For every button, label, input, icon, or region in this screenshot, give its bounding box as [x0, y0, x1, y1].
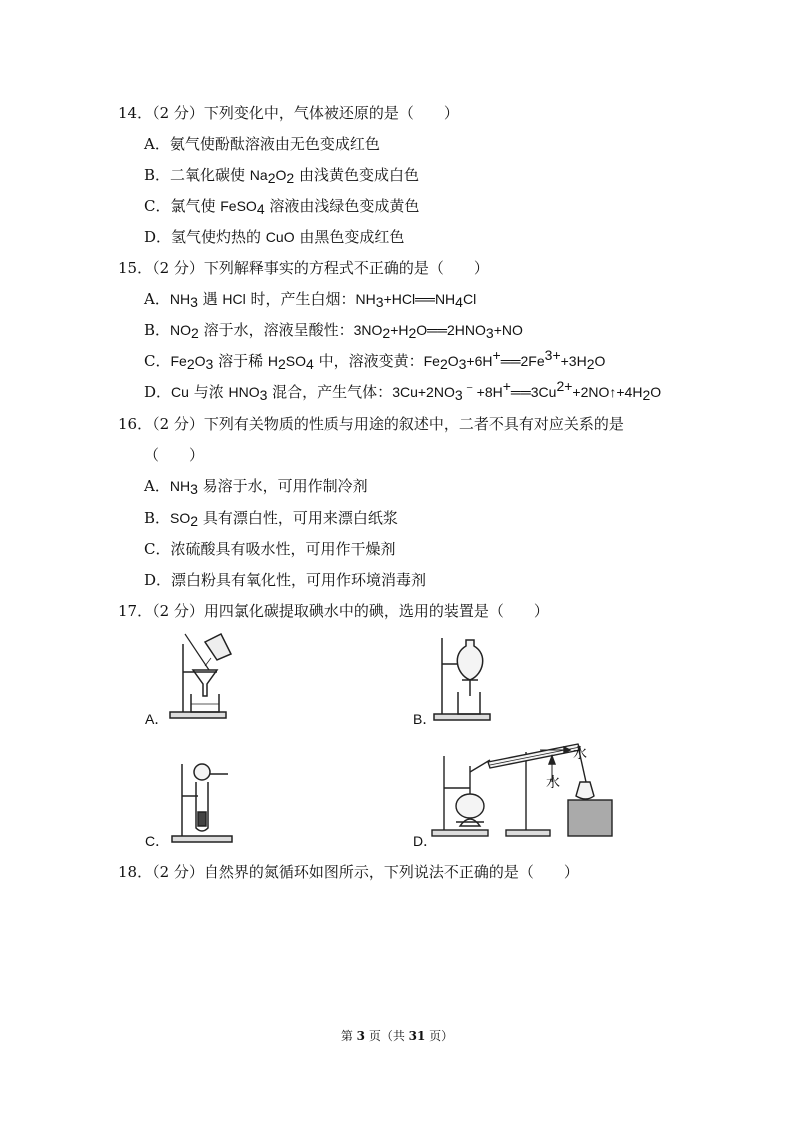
apparatus-d-label: D．	[413, 833, 438, 849]
q14-option-a: A．氨气使酚酞溶液由无色变成红色	[144, 135, 380, 153]
apparatus-a-filtration-image	[165, 632, 255, 722]
apparatus-d-distillation-image	[430, 742, 616, 838]
question-17-stem: 17．（2 分）用四氯化碳提取碘水中的碘，选用的装置是（ ）	[118, 602, 549, 620]
apparatus-b-separatory-funnel-image	[432, 634, 502, 722]
q15-option-a: A．$NH_3$ 遇 HCl 时，产生白烟：$NH_3+HCl══NH_4Cl$	[144, 290, 477, 310]
page-footer: 第 3 页（共 31 页）	[340, 1029, 454, 1043]
q14-option-b: B．二氧化碳使 $Na_2O_2$ 由浅黄色变成白色	[144, 166, 419, 186]
apparatus-a-label: A．	[145, 711, 169, 727]
q15-option-b: B．$NO_2$ 溶于水，溶液呈酸性：$3NO_2+H_2O══2HNO_3+NO$	[144, 321, 523, 341]
q14-option-d: D．氢气使灼热的 CuO 由黑色变成红色	[144, 228, 405, 246]
apparatus-c-test-tube-image	[170, 762, 240, 844]
water-in-label: 水	[546, 774, 560, 790]
q16-option-b: B．$SO_2$ 具有漂白性，可用来漂白纸浆	[144, 509, 398, 529]
apparatus-b-label: B．	[413, 711, 437, 727]
q15-option-c: C．$Fe_2O_3$ 溶于稀 $H_2SO_4$ 中，溶液变黄：$Fe_2O_3+6H^+══2Fe^{3+}+3H_2O$	[144, 347, 606, 372]
q16-option-a: A．$NH_3$ 易溶于水，可用作制冷剂	[144, 477, 368, 497]
question-16-stem-cont: （ ）	[144, 446, 205, 464]
question-16-stem: 16．（2 分）下列有关物质的性质与用途的叙述中，二者不具有对应关系的是	[118, 415, 624, 433]
q16-option-c: C．浓硫酸具有吸水性，可用作干燥剂	[144, 540, 396, 558]
question-15-stem: 15．（2 分）下列解释事实的方程式不正确的是（ ）	[118, 259, 489, 277]
question-14-stem: 14．（2 分）下列变化中，气体被还原的是（ ）	[118, 104, 459, 122]
water-out-label: 水	[573, 745, 587, 761]
apparatus-c-label: C．	[145, 833, 170, 849]
q15-option-d: D．Cu 与浓 $HNO_3$ 混合，产生气体：$3Cu+2NO_3^﹣+8H^+══3Cu^{2+}+2NO↑+4H_2O$	[144, 378, 662, 403]
question-18-stem: 18．（2 分）自然界的氮循环如图所示，下列说法不正确的是（ ）	[118, 863, 579, 881]
q16-option-d: D．漂白粉具有氧化性，可用作环境消毒剂	[144, 571, 427, 589]
q14-option-c: C．氯气使 FeSO$_4$ 溶液由浅绿色变成黄色	[144, 197, 420, 217]
